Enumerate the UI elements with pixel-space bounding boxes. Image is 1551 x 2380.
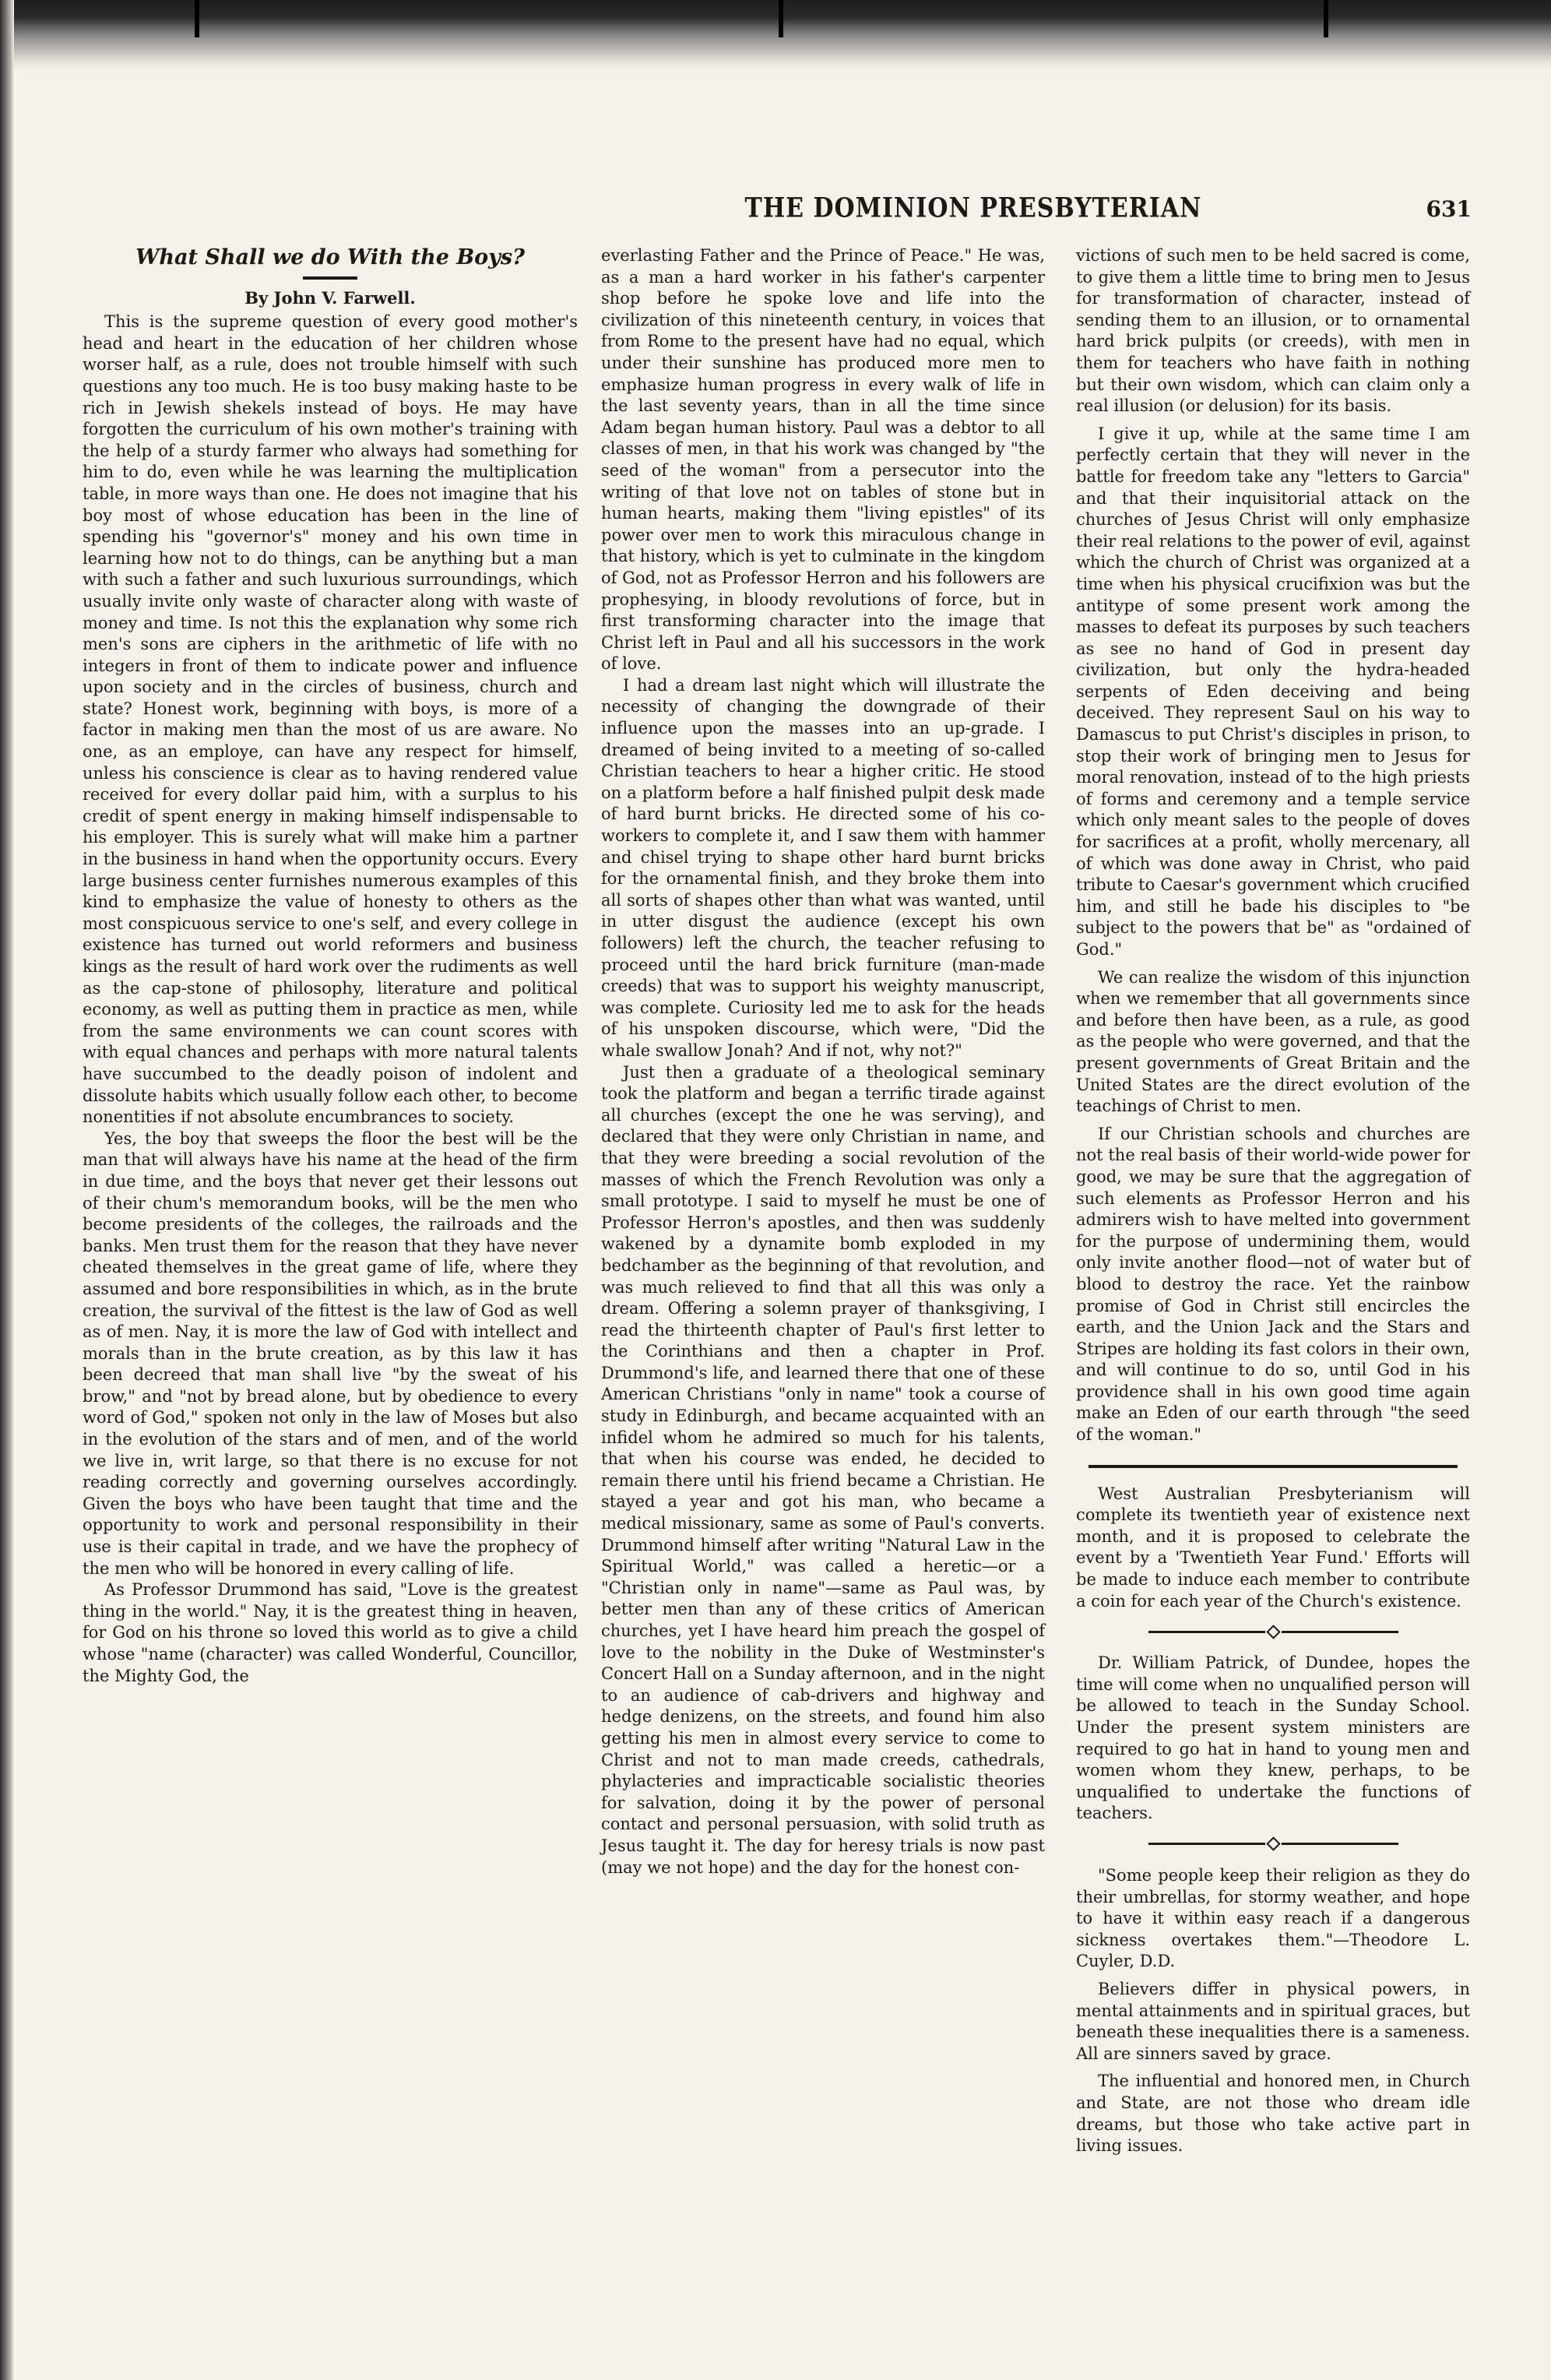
masthead: THE DOMINION PRESBYTERIAN — [744, 192, 1202, 224]
note-influential-men: The influential and honored men, in Church and State, are not those who dream idle dreams, but those who take active part in living issues. — [1076, 2072, 1470, 2156]
paragraph: If our Christian schools and churches are not the real basis of their world-wide power for good, we may be sure that the aggregation of such elements as Professor Herron and his admirers wish to have melted into government for the purpose of undermining them, would only invite another flood—not of water but of blood to destroy the race. Yet the rainbow promise of God in Christ still encircles the earth, and the Union Jack and the Stars and Stripes are holding its fast colors in their own, and will continue to do so, until God in his providence shall in his own good time again make an Eden of our earth through "the seed of the woman." — [1076, 1124, 1470, 1445]
article-title: What Shall we do With the Boys? — [135, 245, 525, 269]
scan-border-left — [0, 0, 14, 2380]
byline: By John V. Farwell. — [244, 287, 416, 308]
page-header — [623, 192, 1472, 234]
paragraph: victions of such men to be held sacred is come, to give them a little time to bring men to Jesus for transformation of character, instead of sending them to an illusion, or to ornamental hard brick pulpits (or creeds), with men in them for teachers who have faith in nothing but their own wisdom, which can claim only a real illusion (or delusion) for its basis. — [1076, 246, 1470, 416]
ornament-divider — [1076, 1623, 1470, 1640]
section-rule — [1089, 1465, 1458, 1468]
column-2 — [601, 245, 1045, 1878]
scan-border-top — [0, 0, 1551, 70]
column-3 — [1076, 245, 1470, 2163]
page-number: 631 — [1426, 196, 1472, 222]
title-rule — [303, 276, 357, 280]
paragraph: I give it up, while at the same time I am perfectly certain that they will never in the battle for freedom take any "letters to Garcia" and that their inquisitorial attack on the churches of Jesus Christ will only emphasize their real relations to the power of evil, against which the church of Christ was organized at a time when his physical crucifixion was but the antitype of some present work among the masses to defeat its purposes by such teachers as see no hand of God in present day civilization, but only the hydra-headed serpents of Eden deceiving and being deceived. They represent Saul on his way to Damascus to put Christ's disciples in prison, to stop their work of bringing men to Jesus for moral renovation, instead of to the high priests of forms and ceremony and a temple service which only meant sales to the people of doves for sacrifices at a profit, wholly mercenary, all of which was done away in Christ, who paid tribute to Caesar's government which crucified him, and still he bade his disciples to "be subject to the powers that be" as "ordained of God." — [1076, 424, 1470, 959]
note-west-australian: West Australian Presbyterianism will complete its twentieth year of existence next month, and it is proposed to celebrate the event by a 'Twentieth Year Fund.' Efforts will be made to induce each member to contribute a coin for each year of the Church's existence. — [1076, 1484, 1470, 1611]
scan-mark — [195, 0, 199, 37]
ornament-divider — [1076, 1836, 1470, 1853]
note-cuyler-quote: "Some people keep their religion as they do their umbrellas, for stormy weather, and hope to have it within easy reach if a dangerous sickness overtakes them."—Theodore L. Cuyler, D.D. — [1076, 1865, 1470, 1971]
paragraph: Yes, the boy that sweeps the floor the best will be the man that will always have his name at the head of the firm in due time, and the boys that never get their lessons out of their chum's memorandum books, will be the men who become presidents of the colleges, the railroads and the banks. Men trust them for the reason that they have never cheated themselves in the great game of life, where they assumed and bore responsibilities in which, as in the brute creation, the survival of the fittest is the law of God as well as of men. Nay, it is more the law of God with intellect and morals than in the brute creation, as by this law it has been decreed that man shall live "by the sweat of his brow," and "not by bread alone, but by obedience to every word of God," spoken not only in the law of Moses but also in the evolution of the stars and of men, and of the world we live in, writ large, so that there is no excuse for not reading correctly and governing ourselves accordingly. Given the boys who have been taught that time and the opportunity to work and personal responsibility in their use is their capital in trade, and we have the prophecy of the men who will be honored in every calling of life. — [83, 1128, 578, 1578]
paragraph: Just then a graduate of a theological seminary took the platform and began a terrific tirade against all churches (except the one he was serving), and declared that they were only Christian in name, and that they were breeding a social revolution of the masses of which the French Revolution was only a small prototype. I said to myself he must be one of Professor Herron's apostles, and then was suddenly wakened by a dynamite bomb exploded in my bedchamber as the beginning of that revolution, and was much relieved to find that all this was only a dream. Offering a solemn prayer of thanksgiving, I read the thirteenth chapter of Paul's first letter to the Corinthians and then a chapter in Prof. Drummond's life, and learned there that one of these American Christians "only in name" took a course of study in Edinburgh, and became acquainted with an infidel whom he admired so much for his talents, that when his course was ended, he decided to remain there until his friend became a Christian. He stayed a year and got his man, who became a medical missionary, same as some of Paul's converts. Drummond himself after writing "Natural Law in the Spiritual World," was called a heretic—or a "Christian only in name"—same as Paul was, by better men than any of these critics of American churches, yet I have heard him preach the gospel of love to the nobility in the Duke of Westminster's Concert Hall on a Sunday afternoon, and in the night to an audience of cab-drivers and highway and hedge denizens, on the streets, and found him also getting his men in almost every service to come to Christ and not to man made creeds, cathedrals, phylacteries and impracticable socialistic theories for salvation, doing it by the power of personal contact and personal persuasion, with solid truth as Jesus taught it. The day for heresy trials is now past (may we not hope) and the day for the honest con- — [601, 1062, 1045, 1877]
paragraph: I had a dream last night which will illustrate the necessity of changing the downgrade of their influence upon the masses into an up-grade. I dreamed of being invited to a meeting of so-called Christian teachers to hear a higher critic. He stood on a platform before a half finished pulpit desk made of hard burnt bricks. He directed some of his co-workers to complete it, and I saw them with hammer and chisel trying to shape other hard burnt bricks for the ornamental finish, and they broke them into all sorts of shapes other than what was wanted, until in utter disgust the audience (except his own followers) left the church, the teacher refusing to proceed until the hard brick furniture (man-made creeds) that was to support his weighty manuscript, was complete. Curiosity led me to ask for the heads of his unspoken discourse, which were, "Did the whale swallow Jonah? And if not, why not?" — [601, 675, 1045, 1060]
paragraph: As Professor Drummond has said, "Love is the greatest thing in the world." Nay, it is the greatest thing in heaven, for God on his throne so loved this world as to give a child whose "name (character) was called Wonderful, Councillor, the Mighty God, the — [83, 1580, 578, 1685]
paragraph: This is the supreme question of every good mother's head and heart in the education of her children whose worser half, as a rule, does not trouble himself with such questions any too much. He is too busy making haste to be rich in Jewish shekels instead of boys. He may have forgotten the curriculum of his own mother's training with the help of a sturdy farmer who always had something for him to do, even while he was learning the multiplication table, in more ways than one. He does not imagine that his boy most of whose education has been in the line of spending his "governor's" money and his own time in learning how not to do things, can be anything but a man with such a father and such luxurious surroundings, which usually invite only waste of character along with waste of money and time. Is not this the explanation why some rich men's sons are ciphers in the arithmetic of life with no integers in front of them to indicate power and influence upon society and in the circles of business, church and state? Honest work, beginning with boys, is more of a factor in making men than the most of us are aware. No one, as an employe, can have any respect for himself, unless his conscience is clear as to having rendered value received for every dollar paid him, with a surplus to his credit of spent energy in making himself indispensable to his employer. This is surely what will make him a partner in the business in hand when the opportunity occurs. Every large business center furnishes numerous examples of this kind to emphasize the value of honesty to others as the most conspicuous service to one's self, and every college in existence has turned out world reformers and business kings as the result of hard work over the rudiments as well as the cap-stone of philosophy, literature and political economy, as well as putting them in practice as men, while from the same environments we can count scores with with equal chances and perhaps with more natural talents have succumbed to the deadly poison of indolent and dissolute habits which usually follow each other, to become nonentities if not absolute encumbrances to society. — [83, 312, 578, 1127]
scan-mark — [779, 0, 783, 37]
paragraph: everlasting Father and the Prince of Peace." He was, as a man a hard worker in his father's carpenter shop before he spoke love and life into the civilization of this nineteenth century, in voices that from Rome to the present have had no equal, which under their sunshine has produced more men to emphasize human progress in every walk of life in the last seventy years, than in all the time since Adam began human history. Paul was a debtor to all classes of men, in that his work was changed by "the seed of the woman" from a persecutor into the writing of that love not on tables of stone but in human hearts, making them "living epistles" of its power over men to work this miraculous change in that history, which is yet to culminate in the kingdom of God, not as Professor Herron and his followers are prophesying, in bloody revolutions of force, but in first transforming character into the image that Christ left in Paul and all his successors in the work of love. — [601, 246, 1045, 674]
note-believers: Believers differ in physical powers, in mental attainments and in spiritual graces, but beneath these inequalities there is a sameness. All are sinners saved by grace. — [1076, 1979, 1470, 2063]
note-dr-patrick: Dr. William Patrick, of Dundee, hopes the time will come when no unqualified person will be allowed to teach in the Sunday School. Under the present system ministers are required to go hat in hand to young men and women whom they knew, perhaps, to be unqualified to undertake the functions of teachers. — [1076, 1653, 1470, 1823]
scan-mark — [1324, 0, 1328, 37]
paragraph: We can realize the wisdom of this injunction when we remember that all governments since and before then have been, as a rule, as good as the people who were governed, and that the present governments of Great Britain and the United States are the direct evolution of the teachings of Christ to men. — [1076, 967, 1470, 1116]
column-1 — [83, 245, 578, 1687]
